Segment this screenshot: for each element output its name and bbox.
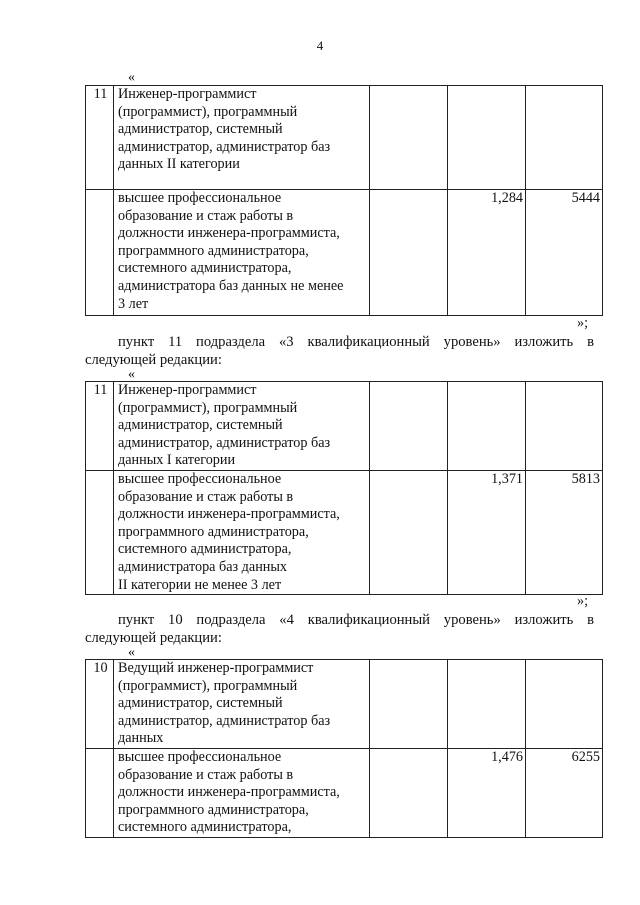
text-line: программного администратора, bbox=[118, 242, 309, 259]
text-line: администратор, системный bbox=[118, 695, 283, 712]
text-line: системного администратора, bbox=[118, 260, 292, 277]
text-line: администратор, администратор баз bbox=[118, 138, 331, 155]
close-quote: »; bbox=[577, 315, 589, 331]
text-line: высшее профессиональное bbox=[118, 470, 282, 487]
close-quote: »; bbox=[577, 593, 589, 609]
empty-cell bbox=[526, 660, 603, 749]
empty-cell bbox=[448, 660, 526, 749]
table-row bbox=[86, 470, 603, 594]
table-row bbox=[86, 660, 603, 749]
position-title bbox=[114, 86, 370, 190]
requirements bbox=[114, 190, 370, 316]
text-line: образование и стаж работы в bbox=[118, 488, 294, 505]
text-line: программного администратора, bbox=[118, 523, 309, 540]
salary: 5813 bbox=[526, 470, 603, 594]
text-line: должности инженера-программиста, bbox=[118, 225, 340, 242]
row-number: 10 bbox=[86, 660, 114, 749]
empty-cell bbox=[86, 470, 114, 594]
text-line: Ведущий инженер-программист bbox=[118, 660, 314, 676]
empty-cell bbox=[370, 660, 448, 749]
text-line: (программист), программный bbox=[118, 677, 298, 694]
table-row bbox=[86, 190, 603, 316]
table-row bbox=[86, 382, 603, 471]
text-line: высшее профессиональное bbox=[118, 190, 282, 206]
paragraph-line: следующей редакции: bbox=[85, 352, 222, 368]
text-line: II категории не менее 3 лет bbox=[118, 576, 282, 593]
empty-cell bbox=[86, 748, 114, 837]
text-line: администратора баз данных bbox=[118, 558, 288, 575]
empty-cell bbox=[448, 382, 526, 471]
text-line: администратор, администратор баз bbox=[118, 712, 331, 729]
coefficient: 1,371 bbox=[448, 470, 526, 594]
row-number: 11 bbox=[86, 86, 114, 190]
text-line: данных bbox=[118, 730, 164, 747]
requirements bbox=[114, 748, 370, 837]
page-number: 4 bbox=[316, 38, 324, 53]
text-line: администратора баз данных не менее bbox=[118, 277, 344, 294]
empty-cell bbox=[86, 190, 114, 316]
text-line: образование и стаж работы в bbox=[118, 207, 294, 224]
text-line: 3 лет bbox=[118, 295, 149, 312]
salary: 6255 bbox=[526, 748, 603, 837]
coefficient: 1,284 bbox=[448, 190, 526, 316]
empty-cell bbox=[370, 382, 448, 471]
empty-cell bbox=[370, 748, 448, 837]
empty-cell bbox=[370, 470, 448, 594]
requirements bbox=[114, 470, 370, 594]
paragraph bbox=[118, 611, 594, 630]
text-line: администратор, администратор баз bbox=[118, 434, 331, 451]
coefficient: 1,476 bbox=[448, 748, 526, 837]
table-3 bbox=[85, 659, 603, 838]
text-line: должности инженера-программиста, bbox=[118, 506, 340, 523]
text-line: администратор, системный bbox=[118, 417, 283, 434]
paragraph bbox=[118, 333, 594, 352]
empty-cell bbox=[370, 190, 448, 316]
table-row bbox=[86, 86, 603, 190]
position-title bbox=[114, 382, 370, 471]
salary: 5444 bbox=[526, 190, 603, 316]
text-line: Инженер-программист bbox=[118, 382, 257, 398]
text-line: администратор, системный bbox=[118, 121, 283, 138]
text-line: Инженер-программист bbox=[118, 86, 257, 102]
text-line: (программист), программный bbox=[118, 399, 298, 416]
text-line: должности инженера-программиста, bbox=[118, 784, 340, 801]
text-line: данных II категории bbox=[118, 156, 240, 173]
row-number: 11 bbox=[86, 382, 114, 471]
paragraph-line: пункт 11 подраздела «3 квалификационный уровень» изложить в bbox=[118, 334, 594, 350]
text-line: программного администратора, bbox=[118, 801, 309, 818]
open-quote: « bbox=[128, 70, 135, 85]
text-line: данных I категории bbox=[118, 452, 236, 469]
table-2 bbox=[85, 381, 603, 595]
empty-cell bbox=[526, 382, 603, 471]
paragraph-line: пункт 10 подраздела «4 квалификационный уровень» изложить в bbox=[118, 612, 594, 628]
text-line: системного администратора, bbox=[118, 819, 292, 836]
paragraph-line: следующей редакции: bbox=[85, 630, 222, 646]
text-line: высшее профессиональное bbox=[118, 748, 282, 765]
text-line: (программист), программный bbox=[118, 103, 298, 120]
open-quote: « bbox=[128, 367, 135, 382]
empty-cell bbox=[448, 86, 526, 190]
text-line: системного администратора, bbox=[118, 541, 292, 558]
open-quote: « bbox=[128, 645, 135, 660]
position-title bbox=[114, 660, 370, 749]
text-line: образование и стаж работы в bbox=[118, 766, 294, 783]
empty-cell bbox=[370, 86, 448, 190]
table-row bbox=[86, 748, 603, 837]
table-1 bbox=[85, 85, 603, 316]
empty-cell bbox=[526, 86, 603, 190]
